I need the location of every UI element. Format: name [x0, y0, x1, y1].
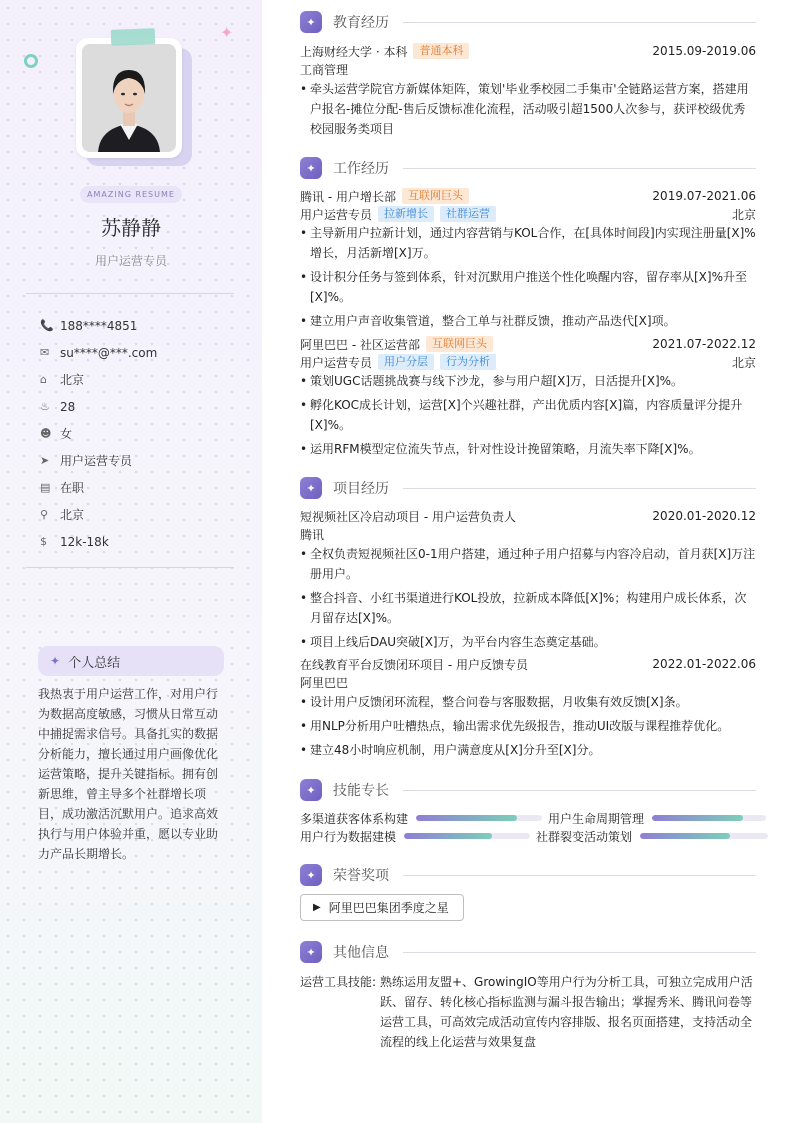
project-name: 短视频社区冷启动项目 - 用户运营负责人 — [300, 509, 516, 524]
company-tag: 互联网巨头 — [426, 336, 493, 352]
section-honors — [300, 863, 756, 887]
skill-tag: 社群运营 — [440, 206, 496, 222]
skill-bar — [416, 815, 542, 821]
info-value: 用户运营专员 — [60, 454, 133, 468]
home-icon: ⌂ — [40, 373, 47, 386]
project-date: 2022.01-2022.06 — [652, 657, 756, 671]
skill-bar — [404, 833, 530, 839]
ring-decoration-icon — [24, 54, 38, 68]
list-item: • 建立48小时响应机制，用户满意度从[X]分升至[X]分。 — [300, 740, 756, 760]
other-label: 运营工具技能: — [300, 975, 377, 989]
skill-fill — [416, 815, 517, 821]
skill-name: 多渠道获客体系构建 — [300, 811, 409, 826]
briefcase-icon: ▤ — [40, 481, 51, 494]
section-title: 技能专长 — [333, 783, 389, 799]
sparkle-icon: ✦ — [300, 11, 322, 33]
info-age — [40, 393, 240, 420]
list-item: • 建立用户声音收集管道，整合工单与社群反馈，推动产品迭代[X]项。 — [300, 311, 756, 331]
section-projects — [300, 476, 756, 500]
list-item: • 策划UGC话题挑战赛与线下沙龙，参与用户超[X]万，日活提升[X]%。 — [300, 371, 756, 391]
mail-icon: ✉ — [40, 346, 50, 359]
section-title: 荣誉奖项 — [333, 868, 389, 884]
skill-name: 社群裂变活动策划 — [536, 829, 633, 844]
photo-frame — [76, 38, 182, 158]
info-value: su****@***.com — [60, 345, 158, 360]
section-title: 教育经历 — [333, 15, 389, 31]
section-rule — [403, 168, 756, 169]
sidebar-divider-bottom — [26, 567, 234, 568]
section-rule — [403, 488, 756, 489]
salary-icon: $ — [40, 535, 47, 548]
project-name: 在线教育平台反馈闭环项目 - 用户反馈专员 — [300, 657, 528, 672]
gender-icon: ☻ — [40, 427, 52, 440]
location-icon: ⚲ — [40, 508, 49, 521]
info-email — [40, 339, 240, 366]
info-value: 28 — [60, 399, 76, 414]
section-rule — [403, 952, 756, 953]
candidate-name: 苏静静 — [101, 216, 161, 240]
info-value: 188****4851 — [60, 318, 138, 333]
other-text: 熟练运用友盟+、GrowingIO等用户行为分析工具，可独立完成用户活跃、留存、转化核心指标监测与漏斗报告输出；掌握秀米、腾讯问卷等运营工具，可高效完成活动宣传内容排版、报名页面搭建，支持活动全流程的线上化运营与效果复盘 — [380, 975, 753, 1049]
skill-fill — [404, 833, 492, 839]
sparkle-icon: ✦ — [300, 779, 322, 801]
sparkle-icon: ✦ — [50, 654, 61, 668]
project-header — [300, 655, 756, 673]
info-gender — [40, 420, 240, 447]
skill-tag: 用户分层 — [378, 354, 434, 370]
job-role-row — [300, 205, 756, 223]
resume-badge: AMAZING RESUME — [80, 186, 182, 203]
skill-name: 用户生命周期管理 — [548, 811, 645, 826]
skill-fill — [652, 815, 743, 821]
job-header — [300, 187, 756, 205]
list-item: • 设计用户反馈闭环流程，整合问卷与客服数据，月收集有效反馈[X]条。 — [300, 692, 756, 712]
skill-bar — [640, 833, 768, 839]
info-value: 女 — [60, 427, 73, 441]
play-triangle-icon: ▶ — [313, 902, 321, 913]
info-residence — [40, 366, 240, 393]
award-name: 阿里巴巴集团季度之星 — [328, 901, 449, 915]
section-rule — [403, 875, 756, 876]
section-education — [300, 10, 756, 34]
sparkle-decoration-icon: ✦ — [220, 23, 234, 42]
sparkle-icon: ✦ — [300, 157, 322, 179]
list-item: • 主导新用户拉新计划，通过内容营销与KOL合作，在[具体时间段]内实现注册量[X]%增长，月活新增[X]万。 — [300, 223, 756, 263]
job-role: 用户运营专员 — [300, 207, 373, 222]
project-header — [300, 507, 756, 525]
sparkle-icon: ✦ — [300, 864, 322, 886]
job-date: 2019.07-2021.06 — [652, 189, 756, 203]
section-work — [300, 156, 756, 180]
list-item: • 用NLP分析用户吐槽热点，输出需求优先级报告，推动UI改版与课程推荐优化。 — [300, 716, 756, 736]
project-org: 腾讯 — [300, 527, 325, 542]
sidebar — [0, 0, 262, 1123]
info-target-city — [40, 501, 240, 528]
sparkle-icon: ✦ — [300, 477, 322, 499]
project-org-row — [300, 525, 756, 543]
list-item: • 设计积分任务与签到体系，针对沉默用户推送个性化唤醒内容，留存率从[X]%升至[X]%。 — [300, 267, 756, 307]
job-company: 阿里巴巴 - 社区运营部 — [300, 337, 420, 352]
skill-item — [548, 809, 766, 827]
education-date: 2015.09-2019.06 — [652, 44, 756, 58]
tape-decoration — [111, 28, 156, 46]
job-date: 2021.07-2022.12 — [652, 337, 756, 351]
info-status — [40, 474, 240, 501]
company-tag: 互联网巨头 — [402, 188, 469, 204]
section-title: 工作经历 — [333, 161, 389, 177]
skill-item — [300, 809, 542, 827]
award-item — [300, 894, 464, 921]
person-portrait-icon — [82, 44, 176, 152]
info-phone — [40, 312, 240, 339]
skill-item — [536, 827, 768, 845]
section-title: 其他信息 — [333, 945, 389, 961]
list-item: • 项目上线后DAU突破[X]万，为平台内容生态奠定基础。 — [300, 632, 756, 652]
major: 工商管理 — [300, 62, 349, 77]
list-item: • 整合抖音、小红书渠道进行KOL投放，拉新成本降低[X]%；构建用户成长体系，次月留存达[X]%。 — [300, 588, 756, 628]
info-value: 北京 — [60, 373, 85, 387]
sparkle-icon: ✦ — [300, 941, 322, 963]
school-tag: 普通本科 — [413, 43, 469, 59]
skill-fill — [640, 833, 730, 839]
send-icon: ➤ — [40, 454, 50, 467]
education-major-row — [300, 60, 756, 78]
info-value: 北京 — [60, 508, 85, 522]
list-item: • 孵化KOC成长计划，运营[X]个兴趣社群，产出优质内容[X]篇，内容质量评分提升[X]%。 — [300, 395, 756, 435]
section-skills — [300, 778, 756, 802]
project-org-row — [300, 673, 756, 691]
contact-info-list — [40, 312, 240, 555]
education-header — [300, 42, 756, 60]
summary-header — [38, 646, 224, 676]
list-item: • 全权负责短视频社区0-1用户搭建，通过种子用户招募与内容冷启动，首月获[X]万注册用户。 — [300, 544, 756, 584]
summary-text: 我热衷于用户运营工作，对用户行为数据高度敏感，习惯从日常互动中捕捉需求信号。具备扎实的数据分析能力，擅长通过用户画像优化运营策略，提升关键指标。拥有创新思维，曾主导多个社群增长项目，成功激活沉默用户。追求高效执行与用户体验并重，愿以专业助力产品长期增长。 — [38, 687, 219, 861]
project-org: 阿里巴巴 — [300, 675, 349, 690]
info-value: 12k-18k — [60, 534, 109, 549]
avatar — [82, 44, 176, 152]
list-item: • 牵头运营学院官方新媒体矩阵，策划'毕业季校园二手集市'全链路运营方案，搭建用户报名-摊位分配-售后反馈标准化流程，活动吸引超1500人次参与，获评校级优秀校园服务类项目 — [300, 79, 756, 139]
summary-title: 个人总结 — [68, 655, 121, 671]
section-rule — [403, 22, 756, 23]
school-name: 上海财经大学 · 本科 — [300, 44, 408, 59]
info-value: 在职 — [60, 481, 85, 495]
sidebar-divider-top — [26, 293, 234, 294]
section-other — [300, 940, 756, 964]
job-role: 用户运营专员 — [300, 355, 373, 370]
skill-bar — [652, 815, 766, 821]
section-title: 项目经历 — [333, 481, 389, 497]
list-item: • 运用RFM模型定位流失节点，针对性设计挽留策略，月流失率下降[X]%。 — [300, 439, 756, 459]
job-role-row — [300, 353, 756, 371]
job-company: 腾讯 - 用户增长部 — [300, 189, 396, 204]
job-city: 北京 — [731, 355, 756, 370]
job-header — [300, 335, 756, 353]
project-date: 2020.01-2020.12 — [652, 509, 756, 523]
candidate-title: 用户运营专员 — [94, 254, 167, 268]
skill-tag: 行为分析 — [440, 354, 496, 370]
job-city: 北京 — [731, 207, 756, 222]
profile-photo — [76, 38, 186, 160]
skill-item — [300, 827, 530, 845]
section-rule — [403, 790, 756, 791]
phone-icon: 📞 — [40, 319, 54, 332]
cake-icon: ♨ — [40, 400, 50, 413]
main-content — [300, 0, 756, 1123]
skill-tag: 拉新增长 — [378, 206, 434, 222]
skill-name: 用户行为数据建模 — [300, 829, 397, 844]
info-target-job — [40, 447, 240, 474]
info-salary — [40, 528, 240, 555]
